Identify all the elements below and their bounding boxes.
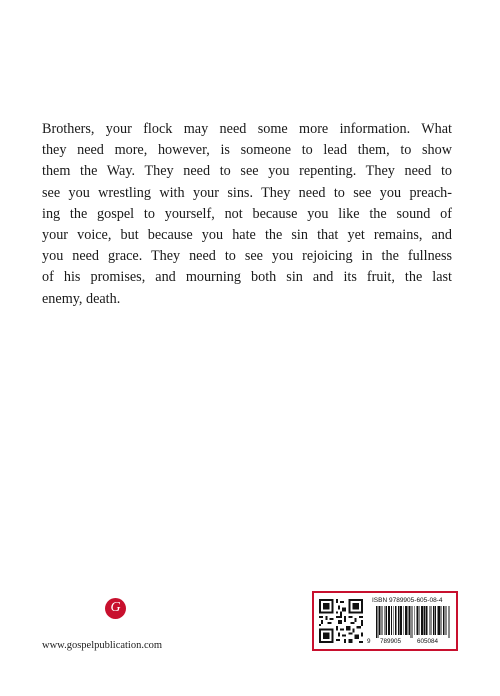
blurb-line: of his promises, and mourning both sin and its fruit, the last — [42, 269, 452, 286]
barcode-right-digits: 605084 — [417, 638, 439, 645]
publisher-website-link[interactable]: www.gospelpublication.com — [42, 640, 163, 651]
isbn-barcode-box — [312, 591, 458, 651]
blurb-line: see you wrestling with your sins. They need to see you preach- — [42, 184, 452, 201]
blurb-line: enemy, death. — [42, 290, 121, 307]
blurb-line: your voice, but because you hate the sin that yet remains, and — [42, 226, 452, 243]
blurb-line: them the Way. They need to see you repenting. They need to — [42, 163, 452, 180]
blurb-line: Brothers, your flock may need some more information. What — [42, 121, 452, 137]
barcode-icon — [376, 606, 451, 638]
blurb-line: you need grace. They need to see you rejoicing in the fullness — [42, 248, 452, 265]
back-cover-blurb — [42, 119, 452, 310]
qr-code-icon — [319, 599, 363, 643]
blurb-line: ing the gospel to yourself, not because you like the sound of — [42, 205, 452, 222]
publisher-logo-icon — [105, 598, 126, 619]
barcode-left-digits: 789905 — [380, 638, 402, 645]
blurb-line: they need more, however, is someone to lead them, to show — [42, 142, 452, 159]
publisher-logo-letter: G — [110, 600, 121, 615]
isbn-number: ISBN 9789905-605-08-4 — [372, 597, 443, 604]
barcode-lead-digit: 9 — [367, 638, 371, 645]
